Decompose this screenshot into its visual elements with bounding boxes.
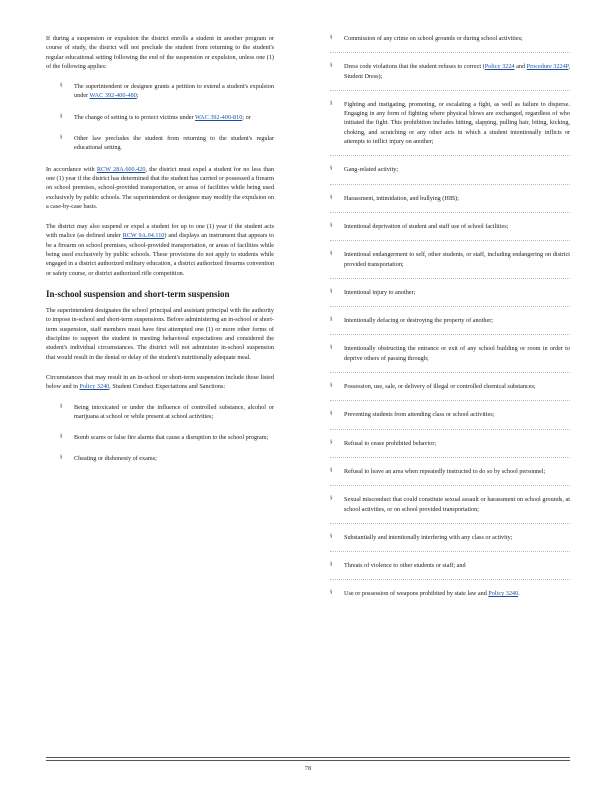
list-item: § Commission of any crime on school grounds or during school activities; <box>330 34 570 53</box>
conditions-list <box>46 82 274 152</box>
bullet-icon: § <box>330 533 333 539</box>
bullet-icon: § <box>330 166 333 172</box>
footer-divider <box>46 757 570 758</box>
list-item: § Threats of violence to other students or staff; and <box>330 561 570 580</box>
policy-link[interactable]: Policy 3240 <box>488 590 519 598</box>
circumstances-list-continued <box>330 34 570 608</box>
bullet-icon: § <box>330 288 333 294</box>
procedure-link[interactable]: Procedure 3224P <box>526 63 569 71</box>
bullet-icon: § <box>60 83 63 89</box>
bullet-icon: § <box>60 113 63 119</box>
bullet-icon: § <box>330 562 333 568</box>
bullet-icon: § <box>330 251 333 257</box>
list-item: § Harassment, intimidation, and bullying (HIB); <box>330 194 570 213</box>
circumstances-list <box>46 403 274 464</box>
list-item: § Possession, use, sale, or delivery of illegal or controlled chemical substances; <box>330 382 570 401</box>
bullet-icon: § <box>330 317 333 323</box>
bullet-icon: § <box>60 135 63 141</box>
bullet-icon: § <box>60 434 63 440</box>
wac-link[interactable]: WAC 392-400-480 <box>89 92 137 100</box>
list-item: § The change of setting is to protect victims under WAC 392-400-810; or <box>60 113 251 121</box>
list-item: § Being intoxicated or under the influence of controlled substance, alcohol or marijuana at school or while present at school activities; <box>60 403 274 420</box>
in-school-paragraph: The superintendent designates the school principal and assistant principal with the authority to impose in-school and short-term suspensions. Before administering an in-school or short-term suspension, staff members must have first attempted one (1) or more other forms of discipline to support the student in meeting behavioral expectations and considered the student's individual circumstances. The district will not administer in-school suspension that would result in the denial or delay of the student's nutritionally adequate meal. <box>46 307 274 361</box>
list-item: § Other law precludes the student from returning to the student's regular educational setting. <box>60 135 274 152</box>
left-column <box>46 34 274 476</box>
list-item: § Gang-related activity; <box>330 165 570 184</box>
rcw-link[interactable]: RCW 9A.04.110 <box>122 232 165 240</box>
bullet-icon: § <box>330 496 333 502</box>
bullet-icon: § <box>330 383 333 389</box>
section-heading: In-school suspension and short-term suspension <box>46 288 230 299</box>
bullet-icon: § <box>60 455 63 461</box>
firearm-paragraph: In accordance with RCW 28A.600.420, the district must expel a student for no less than one (1) year if the district has determined that the student has carried or possessed a firearm on school premises, school-provided transportation, or areas of facilities while being used exclusively by public schools. The superintendent or designee may modify the expulsion on a case-by-case basis. <box>46 165 274 210</box>
bullet-icon: § <box>330 63 333 69</box>
list-item: § Intentional injury to another; <box>330 288 570 307</box>
bullet-icon: § <box>330 467 333 473</box>
list-item: § Sexual misconduct that could constitute sexual assault or harassment on school grounds, at school activities, or on school provided transportation; <box>330 495 570 524</box>
list-item: § Use or possession of weapons prohibited by state law and Policy 3240. <box>330 590 520 598</box>
list-item: § The superintendent or designee grants a petition to extend a student's expulsion under WAC 392-400-480; <box>60 83 274 100</box>
malice-paragraph: The district may also suspend or expel a student for up to one (1) year if the student acts with malice (as defined under RCW 9A.04.110) and displays an instrument that appears to be a firearm on school premises, school-provided transportation, or areas of facilities while being used exclusively by public schools. These provisions do not apply to students while engaged in a district authorized military education, a district authorized firearms convention or safety course, or district authorized rifle competition. <box>46 223 274 277</box>
wac-link[interactable]: WAC 392-400-810 <box>195 113 243 121</box>
policy-link[interactable]: Policy 3240 <box>79 383 110 391</box>
list-item: § Intentional deprivation of student and staff use of school facilities; <box>330 222 570 241</box>
list-item: § Intentional endangerment to self, other students, or staff, including endangering on district provided transportation; <box>330 250 570 279</box>
list-item: § Substantially and intentionally interfering with any class or activity; <box>330 533 570 552</box>
rcw-link[interactable]: RCW 28A.600.420 <box>96 165 146 173</box>
list-item: § Preventing students from attending class or school activities; <box>330 410 570 429</box>
circumstances-paragraph: Circumstances that may result in an in-school or short-term suspension include those listed below and in Policy 3240, Student Conduct Expectations and Sanctions: <box>46 373 274 391</box>
bullet-icon: § <box>330 345 333 351</box>
list-item: § Refusal to leave an area when repeatedly instructed to do so by school personnel; <box>330 467 570 486</box>
footer-divider <box>46 760 570 761</box>
list-item: § Intentionally defacing or destroying the property of another; <box>330 316 570 335</box>
list-item: § Refusal to cease prohibited behavior; <box>330 439 570 458</box>
intro-paragraph: If during a suspension or expulsion the district enrolls a student in another program or course of study, the district will not preclude the student from returning to the student's regular educational setting following the end of the suspension or expulsion, unless one (1) of the following applies: <box>46 35 274 70</box>
bullet-icon: § <box>330 590 333 596</box>
list-item: § Dress code violations that the student refuses to correct (Policy 3224 and Procedure 3224P, Student Dress); <box>330 62 570 91</box>
bullet-icon: § <box>330 439 333 445</box>
bullet-icon: § <box>330 35 333 40</box>
list-item: § Fighting and instigating, promoting, or escalating a fight, as well as failure to disperse. Engaging in any form of fighting where physical blows are exchanged, regardless of who initiated the fight. This prohibition includes hitting, slapping, pulling hair, biting, kicking, choking, and scratching or any other acts in which a student intentionally inflicts or attempts to inflict injury on another; <box>330 100 570 156</box>
bullet-icon: § <box>330 222 333 228</box>
right-column <box>330 34 570 617</box>
bullet-icon: § <box>330 194 333 200</box>
list-item: § Bomb scares or false fire alarms that cause a disruption to the school program; <box>60 434 269 442</box>
page-number: 78 <box>304 765 312 772</box>
list-item: § Intentionally obstructing the entrance or exit of any school building or room in order to deprive others of passing through; <box>330 344 570 373</box>
policy-link[interactable]: Policy 3224 <box>484 63 515 71</box>
bullet-icon: § <box>330 411 333 417</box>
list-item: § Cheating or dishonesty of exams; <box>60 455 157 463</box>
bullet-icon: § <box>60 403 63 409</box>
bullet-icon: § <box>330 100 333 106</box>
